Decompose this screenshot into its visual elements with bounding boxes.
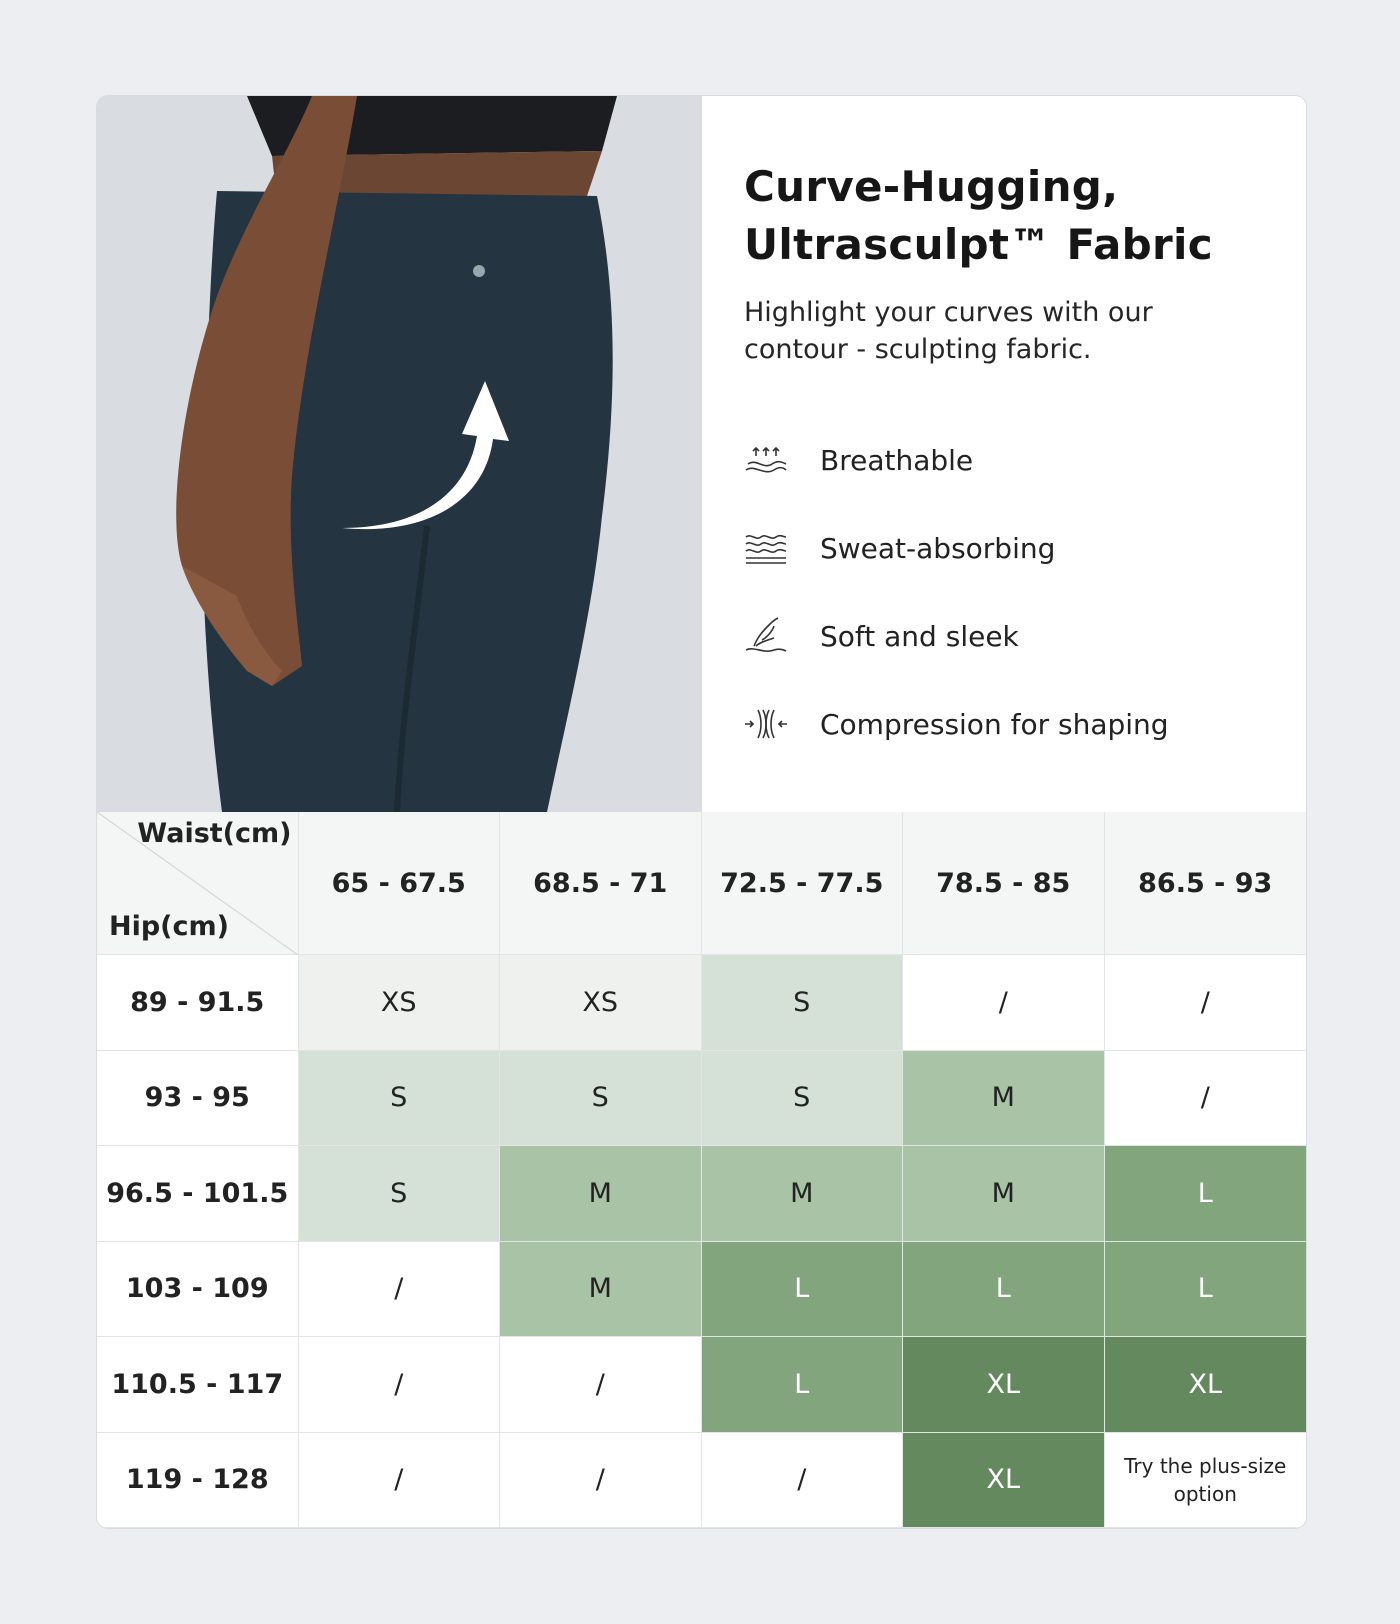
size-cell: L xyxy=(1105,1146,1307,1242)
product-subtitle xyxy=(744,294,1264,368)
size-cell: M xyxy=(500,1146,702,1242)
size-cell: S xyxy=(299,1146,501,1242)
waist-header: 72.5 - 77.5 xyxy=(702,812,904,955)
size-cell: M xyxy=(702,1146,904,1242)
product-title xyxy=(744,158,1264,274)
feature-breathable xyxy=(744,416,1304,504)
size-cell: XS xyxy=(299,955,501,1051)
waist-header: 65 - 67.5 xyxy=(299,812,501,955)
feature-list xyxy=(744,416,1304,768)
compression-icon xyxy=(744,702,788,746)
size-cell: S xyxy=(702,955,904,1051)
size-cell: M xyxy=(903,1146,1105,1242)
size-cell: XL xyxy=(903,1337,1105,1433)
feature-label: Sweat-absorbing xyxy=(820,531,1056,565)
waist-header: 86.5 - 93 xyxy=(1105,812,1307,955)
feature-panel xyxy=(702,96,1306,812)
size-cell: M xyxy=(500,1242,702,1338)
sweat-absorbing-icon xyxy=(744,526,788,570)
size-chart-table xyxy=(97,812,1306,1528)
feature-label: Soft and sleek xyxy=(820,619,1019,653)
feature-sweat-absorbing xyxy=(744,504,1304,592)
product-photo xyxy=(97,96,702,812)
hip-row-header: 119 - 128 xyxy=(97,1433,299,1529)
hip-row-header: 103 - 109 xyxy=(97,1242,299,1338)
subtitle-line-1: Highlight your curves with our xyxy=(744,297,1153,328)
size-cell: Try the plus-size option xyxy=(1105,1433,1307,1529)
size-cell: S xyxy=(702,1051,904,1147)
size-cell: L xyxy=(903,1242,1105,1338)
size-cell: / xyxy=(702,1433,904,1529)
waist-header: 78.5 - 85 xyxy=(903,812,1105,955)
size-cell: / xyxy=(500,1337,702,1433)
waist-axis-label: Waist(cm) xyxy=(137,818,292,849)
subtitle-line-2: contour - sculpting fabric. xyxy=(744,334,1092,365)
feature-compression xyxy=(744,680,1304,768)
title-line-2: Ultrasculpt™ Fabric xyxy=(744,220,1213,269)
size-cell: / xyxy=(500,1433,702,1529)
feature-section xyxy=(97,96,1306,812)
table-corner-header xyxy=(97,812,299,955)
hip-row-header: 93 - 95 xyxy=(97,1051,299,1147)
feature-label: Breathable xyxy=(820,443,974,477)
size-cell: / xyxy=(903,955,1105,1051)
size-cell: S xyxy=(500,1051,702,1147)
soft-sleek-icon xyxy=(744,614,788,658)
feature-soft-sleek xyxy=(744,592,1304,680)
breathable-icon xyxy=(744,438,788,482)
feature-label: Compression for shaping xyxy=(820,707,1169,741)
size-cell: / xyxy=(1105,955,1307,1051)
hip-row-header: 110.5 - 117 xyxy=(97,1337,299,1433)
size-cell: XL xyxy=(1105,1337,1307,1433)
waist-header: 68.5 - 71 xyxy=(500,812,702,955)
hip-row-header: 89 - 91.5 xyxy=(97,955,299,1051)
size-cell: / xyxy=(299,1337,501,1433)
size-cell: S xyxy=(299,1051,501,1147)
size-cell: / xyxy=(299,1433,501,1529)
hip-axis-label: Hip(cm) xyxy=(109,911,229,942)
size-cell: / xyxy=(299,1242,501,1338)
size-cell: M xyxy=(903,1051,1105,1147)
size-cell: L xyxy=(702,1337,904,1433)
hip-row-header: 96.5 - 101.5 xyxy=(97,1146,299,1242)
product-card xyxy=(96,95,1307,1529)
size-cell: L xyxy=(702,1242,904,1338)
title-line-1: Curve-Hugging, xyxy=(744,162,1119,211)
size-cell: XL xyxy=(903,1433,1105,1529)
size-cell: XS xyxy=(500,955,702,1051)
size-cell: / xyxy=(1105,1051,1307,1147)
size-cell: L xyxy=(1105,1242,1307,1338)
